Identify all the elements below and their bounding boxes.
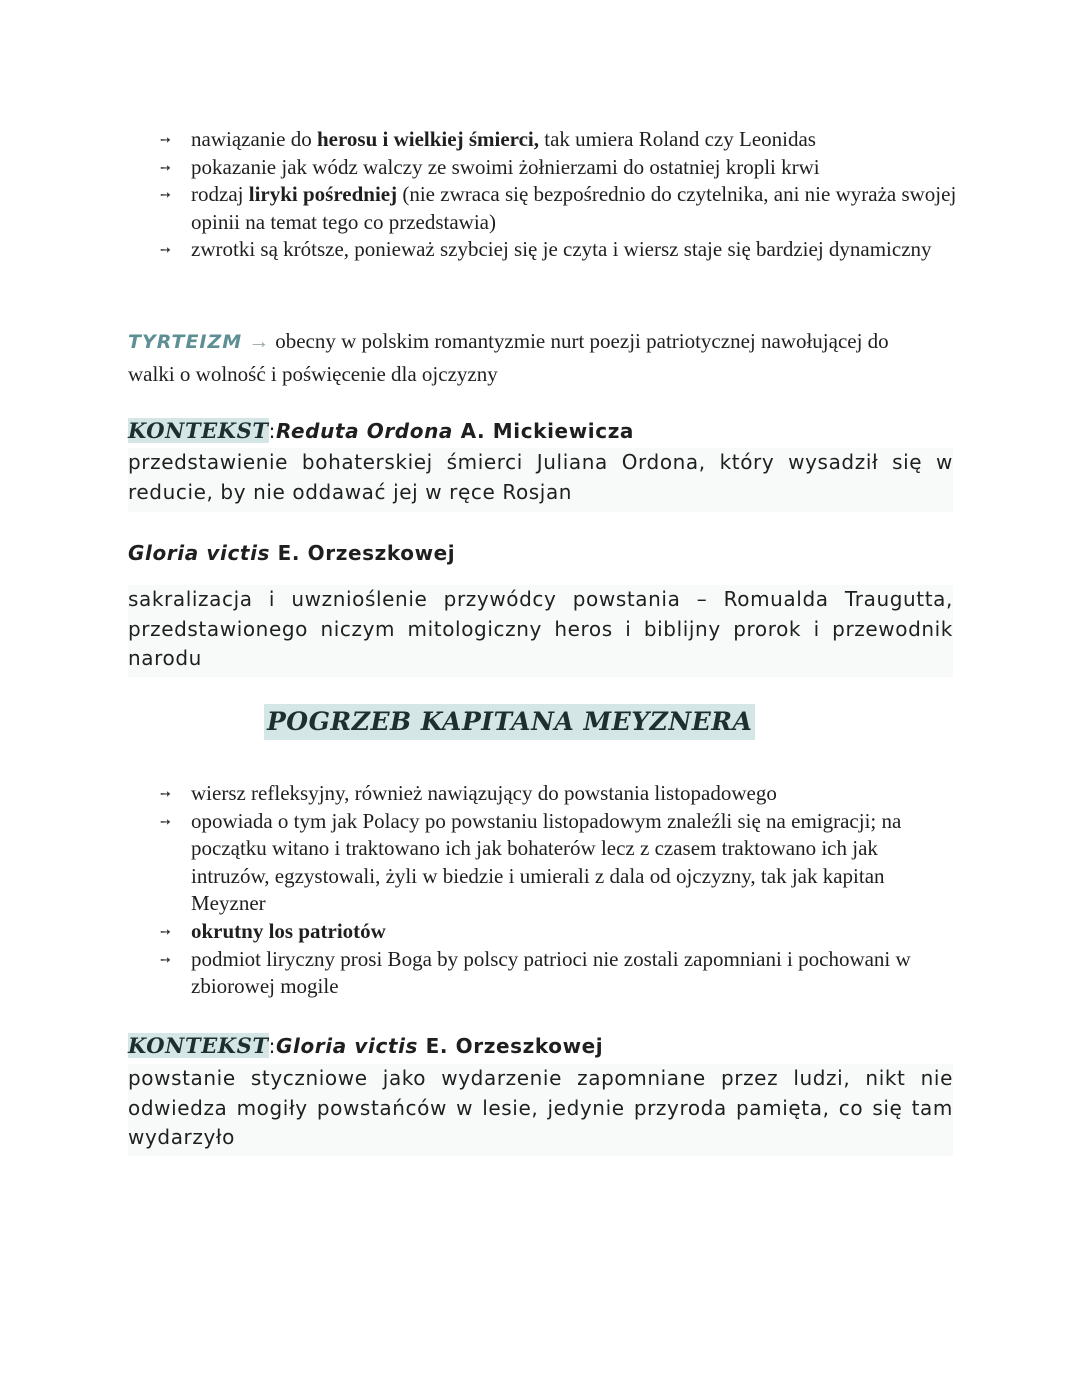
list-item [128, 946, 958, 1001]
list-item [128, 154, 958, 182]
arrow-bullet-icon: ➙ [160, 923, 171, 939]
bullet-list-meyzner [128, 780, 958, 1001]
context-text-gloria-2 [128, 1064, 953, 1156]
context-text: powstanie styczniowe jako wydarzenie zapomniane przez ludzi, nikt nie odwiedza mogiły powstańców w lesie, jedynie przyroda pamięta, co się tam wydarzyło [128, 1066, 953, 1149]
arrow-bullet-icon: ➙ [160, 951, 171, 967]
list-item-bold: okrutny los patriotów [191, 918, 386, 943]
context-label: KONTEKST [128, 418, 269, 443]
arrow-bullet-icon: ➙ [160, 187, 171, 203]
arrow-bullet-icon: ➙ [160, 786, 171, 801]
context-colon: : [268, 419, 276, 443]
list-item-text: zwrotki są krótsze, ponieważ szybciej się je czyta i wiersz staje się bardziej dynamiczny [191, 237, 932, 262]
work-title: Gloria victis [276, 1034, 419, 1058]
work-author: A. Mickiewicza [453, 419, 635, 443]
list-item-text: tak umiera Roland czy Leonidas [538, 127, 816, 151]
list-item [128, 918, 958, 946]
tyrteizm-term: TYRTEIZM [128, 331, 243, 353]
arrow-bullet-icon: ➙ [160, 813, 171, 829]
tyrteizm-definition [128, 325, 938, 390]
list-item-text: (nie zwraca się bezpośrednio do czytelnika, ani nie wyraża swojej opinii na temat tego co przedstawia) [191, 182, 957, 234]
arrow-right-icon: → [248, 329, 270, 353]
list-item [128, 236, 958, 264]
context-text: przedstawienie bohaterskiej śmierci Juliana Ordona, który wysadził się w reducie, by nie oddawać jej w ręce Rosjan [128, 450, 953, 504]
work-title: Reduta Ordona [276, 419, 453, 443]
work-author: E. Orzeszkowej [270, 541, 456, 565]
list-item [128, 808, 958, 918]
list-item [128, 780, 958, 808]
tyrteizm-text: obecny w polskim romantyzmie nurt poezji patriotycznej nawołującej do walki o wolność i poświęcenie dla ojczyzny [128, 329, 889, 386]
list-item-text: nawiązanie do [191, 127, 317, 151]
list-item-bold: liryki pośredniej [248, 182, 398, 207]
list-item-text: pokazanie jak wódz walczy ze swoimi żołnierzami do ostatniej kropli krwi [191, 154, 820, 179]
list-item-text: wiersz refleksyjny, również nawiązujący do powstania listopadowego [191, 781, 777, 805]
list-item-text: podmiot liryczny prosi Boga by polscy patrioci nie zostali zapomniani i pochowani w zbiorowej mogile [191, 946, 911, 999]
arrow-bullet-icon: ➙ [160, 132, 171, 147]
list-item [128, 126, 958, 154]
list-item-text: rodzaj [191, 182, 249, 207]
arrow-bullet-icon: ➙ [160, 242, 171, 258]
list-item-bold: herosu i wielkiej śmierci, [316, 127, 539, 151]
context-heading-gloria-2 [128, 1031, 953, 1062]
bullet-list-reduta [128, 126, 958, 264]
context-heading-reduta [128, 416, 953, 447]
context-heading-gloria [128, 539, 953, 569]
arrow-bullet-icon: ➙ [160, 159, 171, 175]
context-text-reduta [128, 448, 953, 512]
work-title: Gloria victis [128, 541, 271, 565]
work-author: E. Orzeszkowej [418, 1034, 604, 1058]
context-text-gloria [128, 585, 953, 677]
list-item [128, 181, 958, 236]
context-text: sakralizacja i uwznioślenie przywódcy powstania – Romualda Traugutta, przedstawionego niczym mitologiczny heros i biblijny prorok i przewodnik narodu [128, 587, 953, 670]
list-item-text: opowiada o tym jak Polacy po powstaniu listopadowym znaleźli się na emigracji; na początku witano i traktowano ich jak bohaterów lecz z czasem traktowano ich jak intruzów, egzystowali, żyli w biedzie i umierali z dala od ojczyzny, tak jak kapitan Meyzner [191, 808, 902, 916]
context-label: KONTEKST [128, 1033, 269, 1058]
section-title: POGRZEB KAPITANA MEYZNERA [264, 704, 755, 740]
context-colon: : [268, 1034, 276, 1058]
